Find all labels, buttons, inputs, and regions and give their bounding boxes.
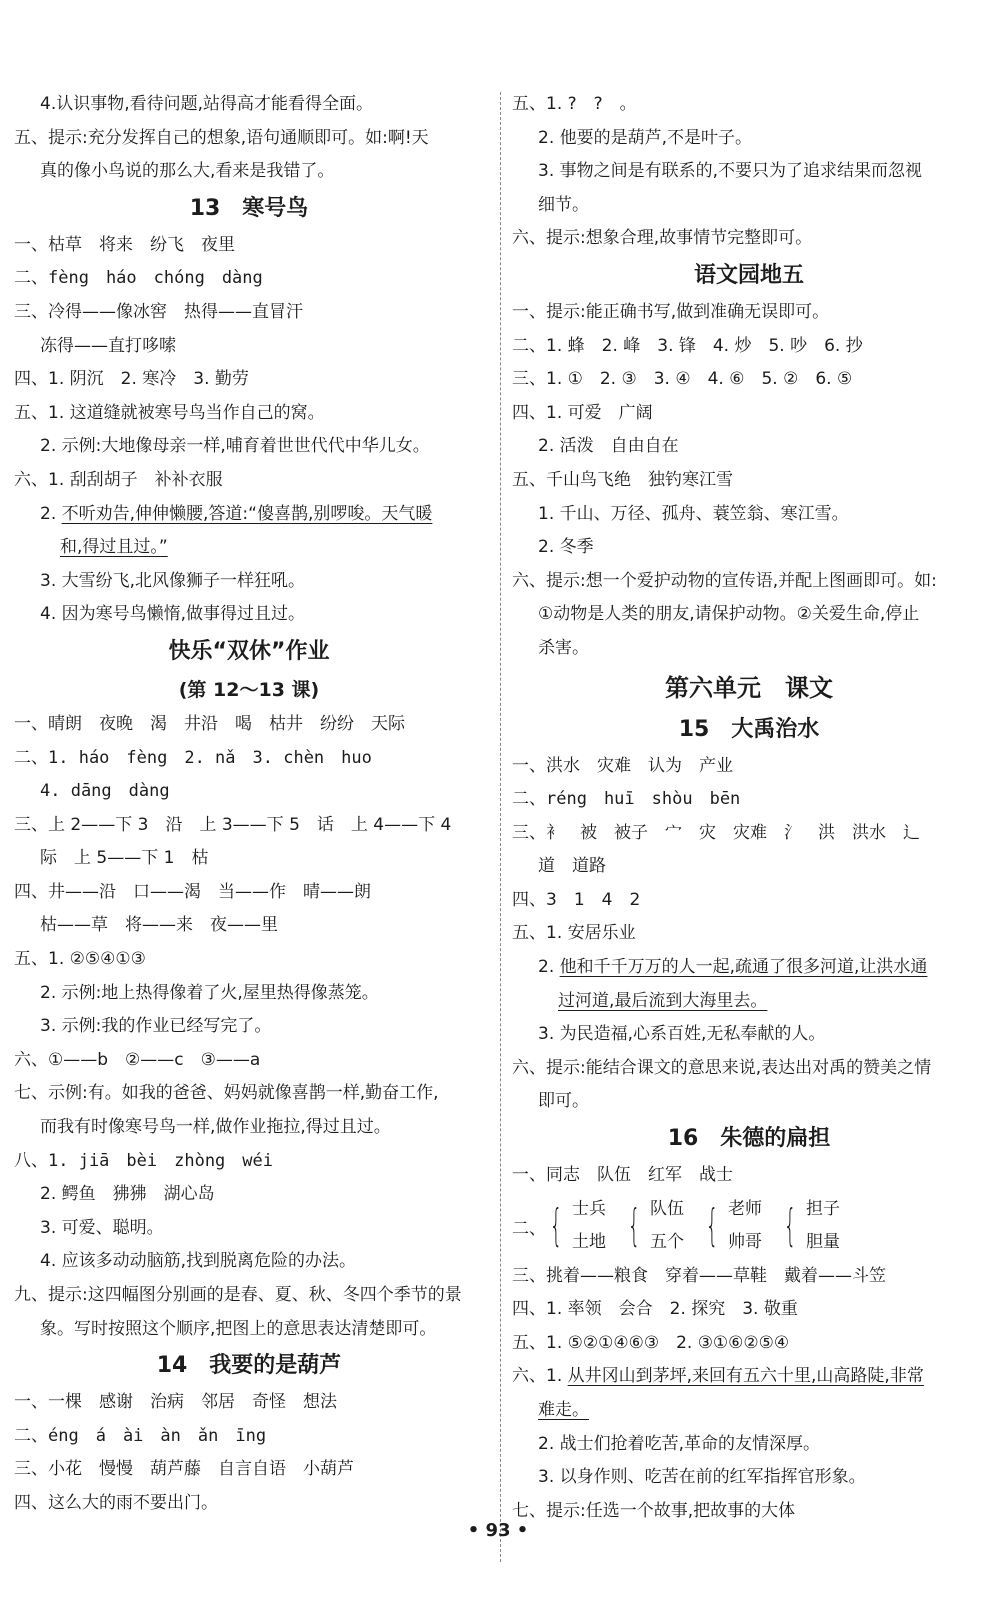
text-line — [512, 1394, 986, 1428]
word: 土地 — [572, 1232, 606, 1253]
item-number: 2. — [40, 503, 62, 524]
underlined-text: 和,得过且过。” — [60, 537, 168, 558]
text-line: 六、①——b ②——c ③——a — [14, 1049, 261, 1070]
pinyin-line: 二、réng huī shòu bēn — [512, 789, 741, 810]
unit-heading: 第六单元 课文 — [665, 673, 833, 702]
text-line: 3. 为民造福,心系百姓,无私奉献的人。 — [538, 1024, 826, 1045]
pinyin-line: 八、1. jiā bèi zhòng wéi — [14, 1150, 273, 1171]
pinyin-line: 二、fèng háo chóng dàng — [14, 268, 263, 289]
text-line: 冻得——直打哆嗦 — [40, 335, 176, 356]
text-line: 五、1. 这道缝就被寒号鸟当作自己的窝。 — [14, 402, 325, 423]
item-number: 二、 — [512, 1218, 546, 1239]
text-line: 五、1. ⑤②①④⑥③ 2. ③①⑥②⑤④ — [512, 1332, 790, 1353]
text-line: 五、1. ? ? 。 — [512, 94, 637, 114]
text-line: 三、冷得——像冰窖 热得——直冒汗 — [14, 301, 303, 322]
text-line: 四、1. 可爱 广阔 — [512, 402, 653, 423]
pinyin-line: 二、éng á ài àn ǎn īng — [14, 1425, 267, 1446]
word: 队伍 — [650, 1199, 684, 1220]
text-line — [512, 1360, 986, 1394]
word-group — [698, 1193, 762, 1259]
text-line: 四、3 1 4 2 — [512, 889, 641, 910]
text-line: 4. 因为寒号鸟懒惰,做事得过且过。 — [40, 604, 306, 625]
word: 士兵 — [572, 1199, 606, 1220]
text-line: 4. 应该多动动脑筋,找到脱离危险的办法。 — [40, 1251, 357, 1272]
word: 帅哥 — [728, 1232, 762, 1253]
section-heading-yuwen: 语文园地五 — [693, 262, 804, 288]
section-heading-weekend: 快乐“双休”作业 — [168, 638, 330, 664]
column-divider — [500, 92, 501, 1562]
text-line: 一、洪水 灾难 认为 产业 — [512, 755, 733, 776]
underlined-text: 从井冈山到茅坪,来回有五六十里,山高路陡,非常 — [567, 1366, 924, 1387]
underlined-text: 他和千千万万的人一起,疏通了很多河道,让洪水通 — [559, 957, 928, 978]
text-line: 2. 冬季 — [538, 537, 594, 558]
brace-icon: { — [783, 1200, 797, 1252]
text-line: 3. 可爱、聪明。 — [40, 1217, 164, 1238]
right-column — [512, 88, 986, 1528]
text-line: 道 道路 — [538, 856, 606, 877]
text-line: 3. 以身作则、吃苦在前的红军指挥官形象。 — [538, 1467, 866, 1488]
section-heading-16: 16 朱德的扁担 — [667, 1126, 831, 1152]
text-line: 真的像小鸟说的那么大,看来是我错了。 — [40, 161, 335, 182]
text-line: 一、同志 队伍 红军 战士 — [512, 1165, 733, 1186]
page-number: • 93 • — [467, 1520, 529, 1541]
word-group — [620, 1193, 684, 1259]
text-line: 而我有时像寒号鸟一样,做作业拖拉,得过且过。 — [40, 1117, 391, 1138]
text-line: 2. 示例:大地像母亲一样,哺育着世世代代中华儿女。 — [40, 436, 430, 457]
word: 老师 — [728, 1199, 762, 1220]
text-line — [14, 498, 484, 532]
text-line: 二、1. 蜂 2. 峰 3. 锋 4. 炒 5. 吵 6. 抄 — [512, 335, 863, 356]
word-group-block — [512, 1193, 986, 1260]
text-line: 九、提示:这四幅图分别画的是春、夏、秋、冬四个季节的景 — [14, 1285, 462, 1305]
text-line: 六、提示:想一个爱护动物的宣传语,并配上图画即可。如: — [512, 570, 937, 591]
underlined-text: 过河道,最后流到大海里去。 — [558, 990, 768, 1011]
pinyin-line: 4. dāng dàng — [40, 781, 170, 802]
text-line: 杀害。 — [538, 637, 589, 658]
text-line: 际 上 5——下 1 枯 — [40, 848, 209, 869]
text-line — [14, 531, 484, 565]
text-line: 3. 示例:我的作业已经写完了。 — [40, 1016, 272, 1037]
text-line: 三、挑着——粮食 穿着——草鞋 戴着——斗笠 — [512, 1265, 886, 1286]
section-subheading: (第 12～13 课) — [178, 678, 320, 701]
text-line: 一、提示:能正确书写,做到准确无误即可。 — [512, 301, 830, 322]
left-column — [14, 88, 484, 1521]
text-line: 五、1. ②⑤④①③ — [14, 949, 146, 970]
text-line: 四、1. 率领 会合 2. 探究 3. 敬重 — [512, 1299, 798, 1320]
word-group — [776, 1193, 840, 1259]
text-line — [512, 985, 986, 1019]
text-line: 一、枯草 将来 纷飞 夜里 — [14, 234, 235, 255]
section-heading-13: 13 寒号鸟 — [189, 195, 309, 221]
text-line: 3. 大雪纷飞,北风像狮子一样狂吼。 — [40, 570, 306, 591]
pinyin-line: 二、1. háo fèng 2. nǎ 3. chèn huo — [14, 747, 372, 768]
text-line: 三、1. ① 2. ③ 3. ④ 4. ⑥ 5. ② 6. ⑤ — [512, 369, 853, 390]
text-line: 细节。 — [538, 194, 589, 215]
brace-icon: { — [705, 1200, 719, 1252]
text-line: 四、这么大的雨不要出门。 — [14, 1492, 218, 1513]
text-line: 4.认识事物,看待问题,站得高才能看得全面。 — [40, 94, 374, 114]
text-line: 2. 示例:地上热得像着了火,屋里热得像蒸笼。 — [40, 982, 379, 1003]
word-group — [542, 1193, 606, 1259]
underlined-text: 难走。 — [538, 1400, 589, 1420]
item-number: 六、1. — [512, 1366, 568, 1387]
word: 担子 — [806, 1199, 840, 1220]
text-line: 七、示例:有。如我的爸爸、妈妈就像喜鹊一样,勤奋工作, — [14, 1083, 439, 1104]
text-line: 七、提示:任选一个故事,把故事的大体 — [512, 1500, 796, 1521]
text-line: 2. 鳄鱼 狒狒 湖心岛 — [40, 1184, 215, 1205]
text-line: 即可。 — [538, 1091, 589, 1112]
text-line: 一、晴朗 夜晚 渴 井沿 喝 枯井 纷纷 天际 — [14, 713, 405, 734]
text-line: 五、千山鸟飞绝 独钓寒江雪 — [512, 469, 733, 490]
text-line: 四、1. 阴沉 2. 寒冷 3. 勤劳 — [14, 369, 249, 390]
brace-icon: { — [627, 1200, 641, 1252]
item-number: 2. — [538, 957, 560, 978]
text-line: 五、1. 安居乐业 — [512, 923, 636, 944]
word: 五个 — [650, 1232, 684, 1253]
text-line: 三、上 2——下 3 沿 上 3——下 5 话 上 4——下 4 — [14, 814, 452, 835]
underlined-text: 不听劝告,伸伸懒腰,答道:“傻喜鹊,别啰唆。天气暖 — [61, 503, 433, 524]
text-line: 枯——草 将——来 夜——里 — [40, 915, 278, 936]
text-line: 2. 活泼 自由自在 — [538, 436, 679, 457]
text-line: 三、衤 被 被子 宀 灾 灾难 氵 洪 洪水 辶 — [512, 822, 920, 843]
text-line: 象。写时按照这个顺序,把图上的意思表达清楚即可。 — [40, 1318, 437, 1339]
section-heading-15: 15 大禹治水 — [678, 716, 820, 742]
text-line: 六、提示:想象合理,故事情节完整即可。 — [512, 228, 813, 249]
text-line: 2. 战士们抢着吃苦,革命的友情深厚。 — [538, 1433, 821, 1454]
text-line: 2. 他要的是葫芦,不是叶子。 — [538, 127, 753, 148]
brace-icon: { — [549, 1200, 563, 1252]
text-line: 四、井——沿 口——渴 当——作 晴——朗 — [14, 881, 371, 902]
text-line: 六、提示:能结合课文的意思来说,表达出对禹的赞美之情 — [512, 1057, 932, 1078]
section-heading-14: 14 我要的是葫芦 — [156, 1353, 342, 1379]
text-line — [512, 951, 986, 985]
text-line: 3. 事物之间是有联系的,不要只为了追求结果而忽视 — [538, 161, 923, 182]
text-line: 1. 千山、万径、孤舟、蓑笠翁、寒江雪。 — [538, 503, 849, 524]
text-line: 三、小花 慢慢 葫芦藤 自言自语 小葫芦 — [14, 1459, 354, 1480]
text-line: ①动物是人类的朋友,请保护动物。②关爱生命,停止 — [538, 604, 920, 625]
word: 胆量 — [806, 1232, 840, 1253]
text-line: 五、提示:充分发挥自己的想象,语句通顺即可。如:啊!天 — [14, 127, 429, 148]
text-line: 六、1. 刮刮胡子 补补衣服 — [14, 469, 223, 490]
text-line: 一、一棵 感谢 治病 邻居 奇怪 想法 — [14, 1392, 337, 1413]
